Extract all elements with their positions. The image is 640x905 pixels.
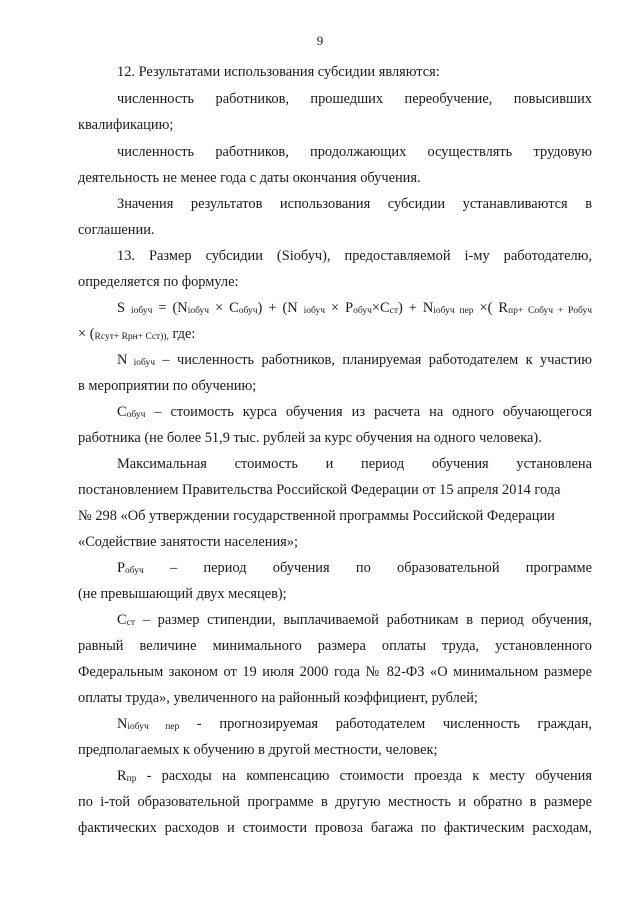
max-cost-line-4: «Содействие занятости населения»; bbox=[78, 534, 298, 550]
paragraph-13-cont: определяется по формуле: bbox=[78, 274, 239, 290]
def-c-st-line-2: равный величине минимального размера оплаты труда, установленного bbox=[78, 638, 592, 654]
def-c-st-line-4: оплаты труда», увеличенного на районный коэффициент, рублей; bbox=[78, 690, 478, 706]
def-c-obuch: $C_{обуч}$ – стоимость курса обучения из расчета на одного обучающегося bbox=[117, 404, 592, 420]
def-c-st: $C_{ст}$ – размер стипендии, выплачиваемой работникам в период обучения, bbox=[117, 612, 592, 628]
values-line: Значения результатов использования субсидии устанавливаются в bbox=[117, 196, 592, 212]
def-c-st-line-3: Федеральным законом от 19 июля 2000 года № 82-ФЗ «О минимальном размере bbox=[78, 664, 592, 680]
paragraph-13-heading: 13. Размер субсидии (Siобуч), предоставляемой i-му работодателю, bbox=[117, 248, 592, 264]
result-line-1: численность работников, прошедших переобучение, повысивших bbox=[117, 91, 592, 107]
result-line-2: численность работников, продолжающих осуществлять трудовую bbox=[117, 144, 592, 160]
def-r-pr-line-2: по i-той образовательной программе в другую местность и обратно в размере bbox=[78, 794, 592, 810]
values-line-cont: соглашении. bbox=[78, 222, 155, 238]
def-n-iobuch-per: $N_{iобуч пер}$ - прогнозируемая работодателем численность граждан, bbox=[117, 716, 592, 732]
def-r-pr-line-3: фактических расходов и стоимости провоза багажа по фактическим расходам, bbox=[78, 820, 592, 836]
formula-line-2: × ($_{Rсут+ Rрн+ Cст)),}$ где: bbox=[78, 326, 196, 342]
def-n-iobuch-cont: в мероприятии по обучению; bbox=[78, 378, 257, 394]
max-cost-line: Максимальная стоимость и период обучения установлена bbox=[117, 456, 592, 472]
def-r-pr: $R_{пр}$ - расходы на компенсацию стоимости проезда к месту обучения bbox=[117, 768, 592, 784]
page-number: 9 bbox=[316, 33, 324, 48]
max-cost-line-2: постановлением Правительства Российской Федерации от 15 апреля 2014 года bbox=[78, 482, 561, 498]
def-p-obuch: $P_{обуч}$ – период обучения по образовательной программе bbox=[117, 560, 592, 576]
paragraph-12-heading: 12. Результатами использования субсидии являются: bbox=[117, 64, 440, 80]
def-p-obuch-cont: (не превышающий двух месяцев); bbox=[78, 586, 287, 602]
result-line-1-cont: квалификацию; bbox=[78, 117, 174, 133]
def-c-obuch-cont: работника (не более 51,9 тыс. рублей за курс обучения на одного человека). bbox=[78, 430, 542, 446]
max-cost-line-3: № 298 «Об утверждении государственной программы Российской Федерации bbox=[78, 508, 555, 524]
formula-line-1: S $_{iобуч} = (N_{iобуч} \times C_{обуч}) + (N$ $_{iобуч} \times P_{обуч}\times C_{ст}) + N_{iобуч пер}$ ×( $R_{пр+ Cобуч + Pобуч}$ bbox=[117, 300, 593, 316]
def-n-iobuch: N $_{iобуч}$ – численность работников, планируемая работодателем к участию bbox=[117, 352, 593, 368]
result-line-2-cont: деятельность не менее года с даты окончания обучения. bbox=[78, 170, 421, 186]
def-n-iobuch-per-cont: предполагаемых к обучению в другой местности, человек; bbox=[78, 742, 438, 758]
